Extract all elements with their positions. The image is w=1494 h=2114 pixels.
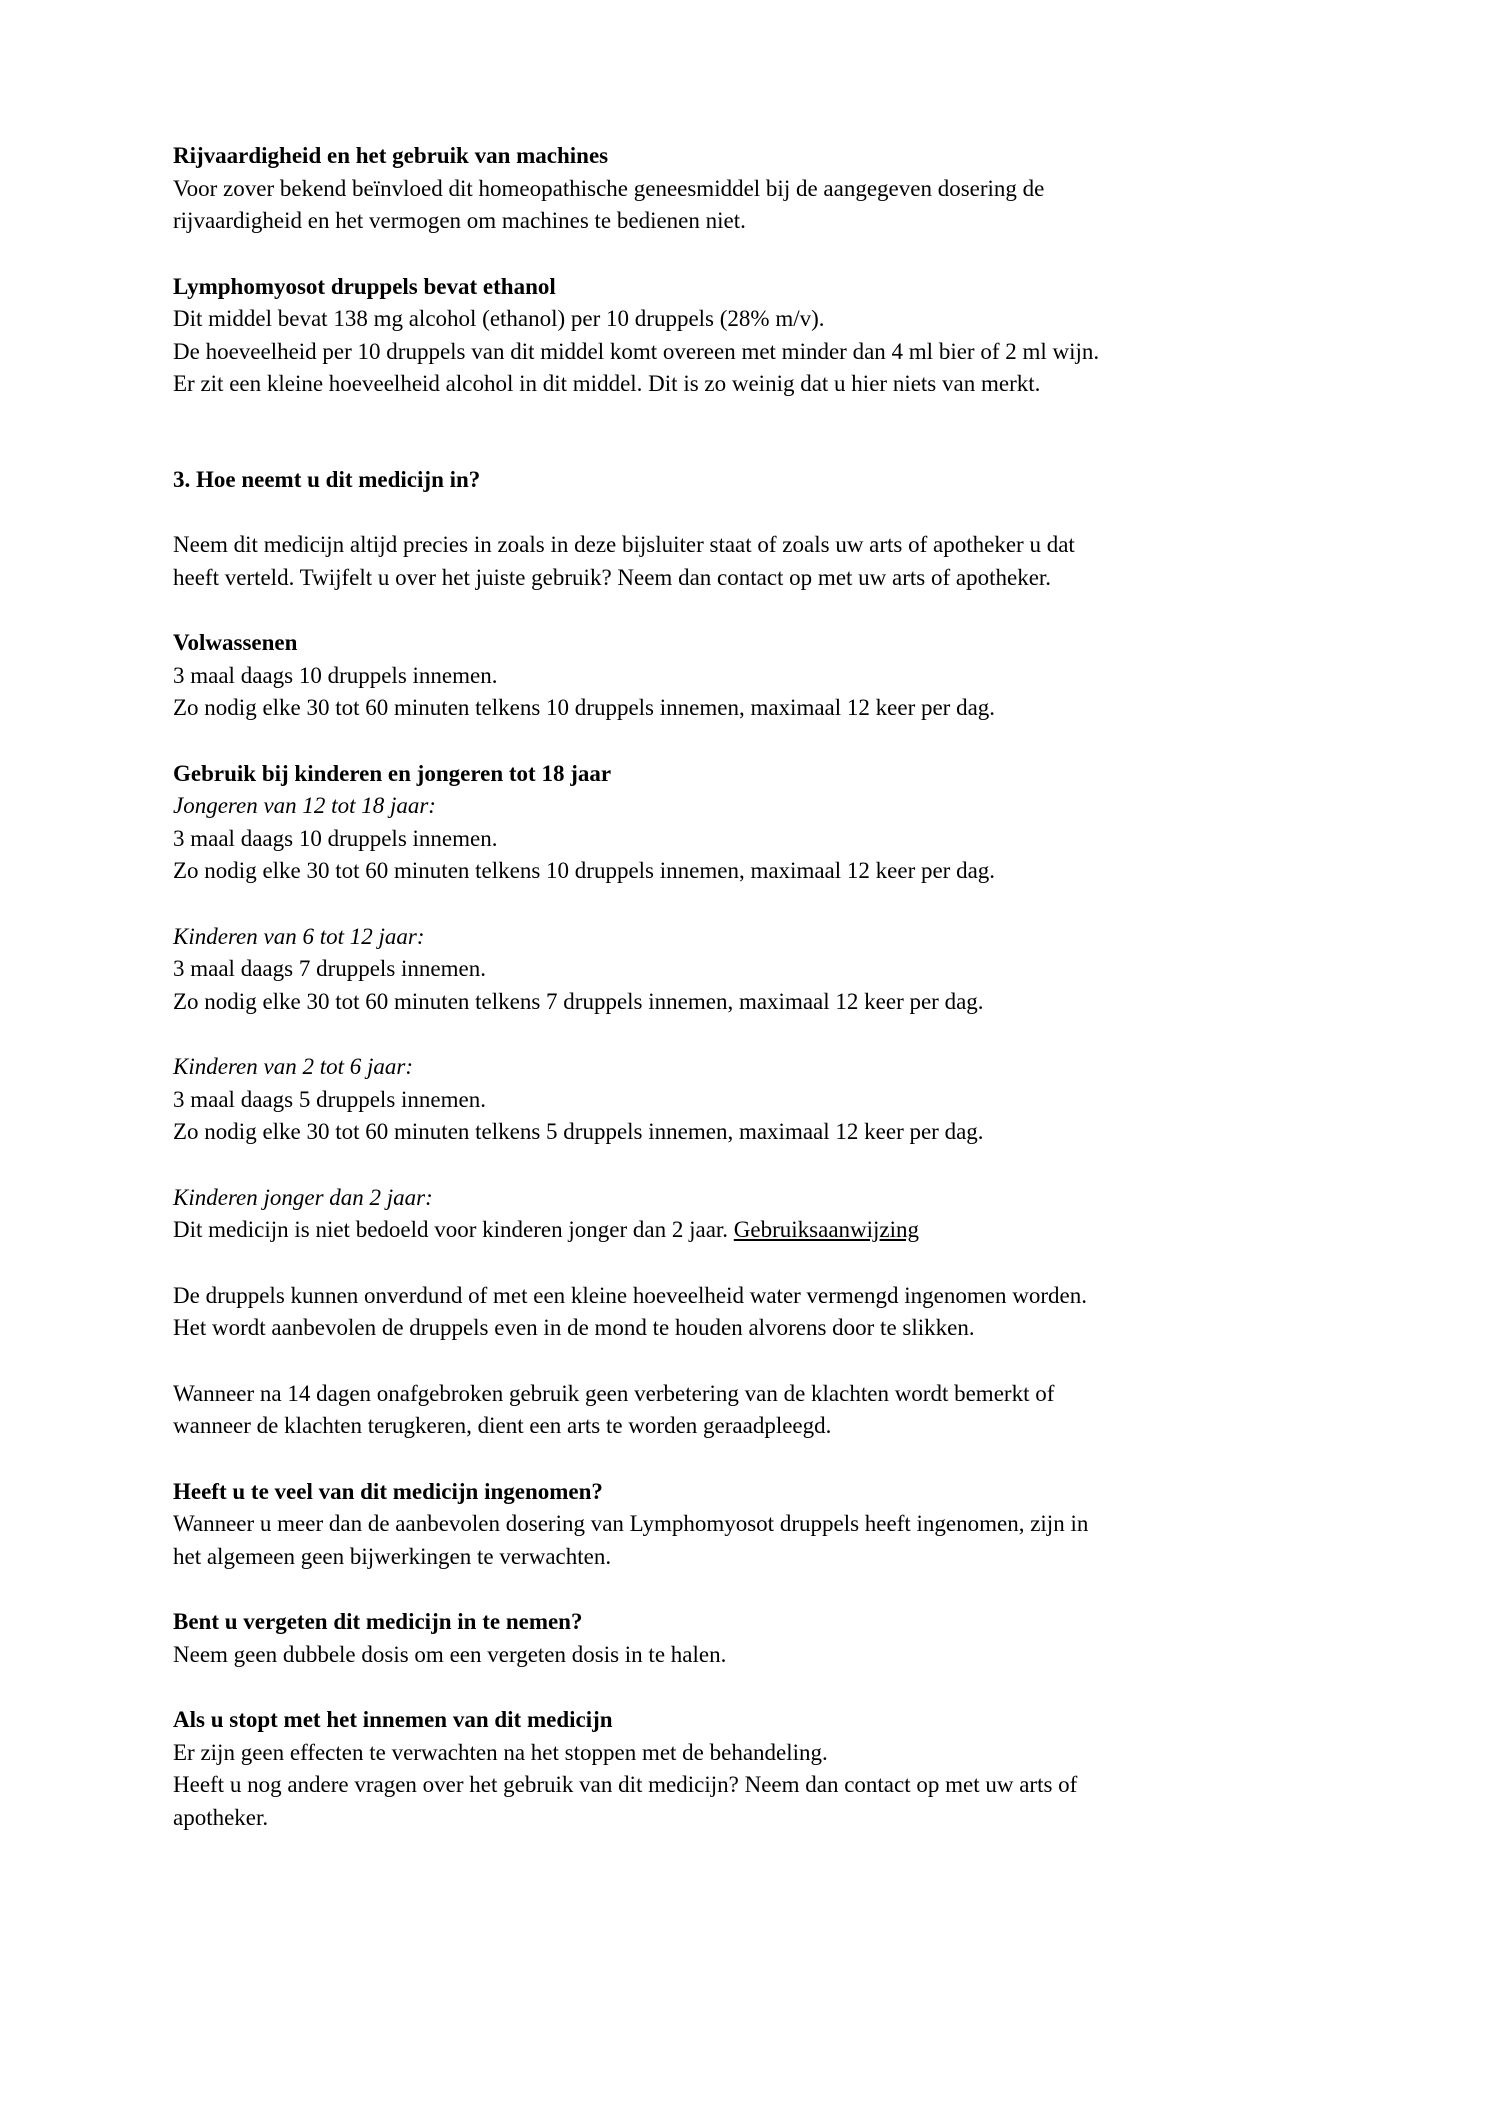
body-line: 3 maal daags 10 druppels innemen.: [173, 825, 498, 851]
body-line: Heeft u nog andere vragen over het gebruik van dit medicijn? Neem dan contact op met uw arts of: [173, 1772, 1078, 1797]
section-forgotten-dose: [173, 1606, 1434, 1671]
section-heading: Volwassenen: [173, 630, 298, 655]
leaflet-document: [173, 140, 1434, 1834]
section-heading: Rijvaardigheid en het gebruik van machines: [173, 143, 609, 168]
section-heading: Bent u vergeten dit medicijn in te nemen?: [173, 1609, 583, 1634]
body-line: rijvaardigheid en het vermogen om machines te bedienen niet.: [173, 208, 746, 233]
chapter-heading: 3. Hoe neemt u dit medicijn in?: [173, 466, 481, 492]
body-line: [173, 1214, 1434, 1247]
body-line: De druppels kunnen onverdund of met een kleine hoeveelheid water vermengd ingenomen worden.: [173, 1282, 1087, 1308]
body-line: Wanneer na 14 dagen onafgebroken gebruik geen verbetering van de klachten wordt bemerkt of: [173, 1380, 1055, 1406]
section-children-2-6: [173, 1051, 1434, 1149]
age-group-subheading: Kinderen van 2 tot 6 jaar:: [173, 1054, 413, 1079]
body-line: Er zijn geen effecten te verwachten na het stoppen met de behandeling.: [173, 1739, 828, 1765]
section-children-12-18: [173, 758, 1434, 888]
section-heading: Gebruik bij kinderen en jongeren tot 18 jaar: [173, 760, 612, 786]
body-line: het algemeen geen bijwerkingen te verwachten.: [173, 1543, 612, 1569]
section-how-to-take-heading: [173, 464, 1434, 497]
section-heading: Als u stopt met het innemen van dit medicijn: [173, 1707, 613, 1732]
body-line: 3 maal daags 5 druppels innemen.: [173, 1086, 486, 1112]
body-text: Dit medicijn is niet bedoeld voor kinderen jonger dan 2 jaar.: [173, 1217, 734, 1242]
body-line: Wanneer u meer dan de aanbevolen dosering van Lymphomyosot druppels heeft ingenomen, zijn in: [173, 1511, 1089, 1536]
age-group-subheading: Kinderen jonger dan 2 jaar:: [173, 1184, 433, 1210]
body-line: De hoeveelheid per 10 druppels van dit middel komt overeen met minder dan 4 ml bier of 2 ml wijn.: [173, 338, 1100, 364]
body-line: Neem geen dubbele dosis om een vergeten dosis in te halen.: [173, 1641, 727, 1667]
section-heading: Lymphomyosot druppels bevat ethanol: [173, 273, 556, 299]
body-line: Er zit een kleine hoeveelheid alcohol in dit middel. Dit is zo weinig dat u hier niets van merkt.: [173, 371, 1041, 396]
section-stopping: [173, 1704, 1434, 1834]
body-line: Zo nodig elke 30 tot 60 minuten telkens 10 druppels innemen, maximaal 12 keer per dag.: [173, 695, 996, 720]
body-line: Zo nodig elke 30 tot 60 minuten telkens 10 druppels innemen, maximaal 12 keer per dag.: [173, 858, 996, 883]
age-group-subheading: Jongeren van 12 tot 18 jaar:: [173, 793, 436, 818]
age-group-subheading: Kinderen van 6 tot 12 jaar:: [173, 923, 425, 949]
section-children-6-12: [173, 921, 1434, 1019]
body-line: heeft verteld. Twijfelt u over het juiste gebruik? Neem dan contact op met uw arts of apotheker.: [173, 564, 1052, 590]
gebruiksaanwijzing-link[interactable]: Gebruiksaanwijzing: [733, 1217, 920, 1242]
body-line: Neem dit medicijn altijd precies in zoals in deze bijsluiter staat of zoals uw arts of apotheker u dat: [173, 532, 1075, 557]
body-line: Voor zover bekend beïnvloed dit homeopathische geneesmiddel bij de aangegeven dosering de: [173, 175, 1045, 201]
body-line: Zo nodig elke 30 tot 60 minuten telkens 7 druppels innemen, maximaal 12 keer per dag.: [173, 988, 984, 1014]
section-overdose: [173, 1476, 1434, 1574]
section-administration: [173, 1280, 1434, 1345]
body-line: wanneer de klachten terugkeren, dient een arts te worden geraadpleegd.: [173, 1413, 832, 1438]
section-adults: [173, 627, 1434, 725]
section-heading: Heeft u te veel van dit medicijn ingenomen?: [173, 1478, 603, 1504]
body-line: Het wordt aanbevolen de druppels even in de mond te houden alvorens door te slikken.: [173, 1315, 975, 1340]
section-driving-machines: [173, 140, 1434, 238]
section-children-under-2: [173, 1182, 1434, 1247]
body-line: apotheker.: [173, 1804, 269, 1830]
section-how-to-take-intro: [173, 529, 1434, 594]
body-line: Zo nodig elke 30 tot 60 minuten telkens 5 druppels innemen, maximaal 12 keer per dag.: [173, 1119, 984, 1144]
section-no-improvement: [173, 1378, 1434, 1443]
body-line: 3 maal daags 10 druppels innemen.: [173, 662, 498, 688]
section-ethanol: [173, 271, 1434, 401]
body-line: Dit middel bevat 138 mg alcohol (ethanol) per 10 druppels (28% m/v).: [173, 306, 825, 331]
body-line: 3 maal daags 7 druppels innemen.: [173, 956, 486, 981]
